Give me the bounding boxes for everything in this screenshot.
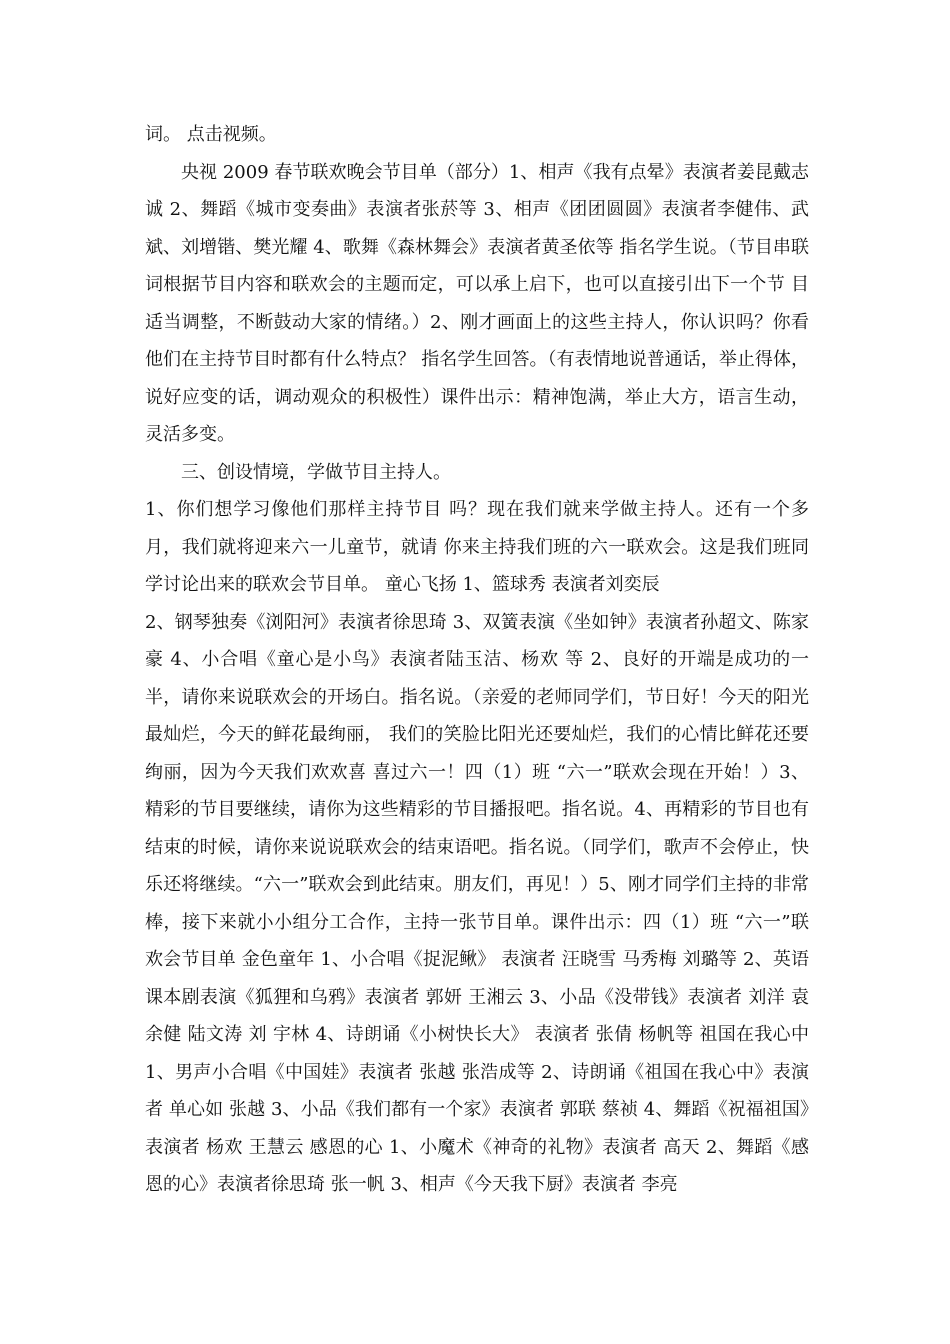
paragraph-3: 1、你们想学习像他们那样主持节目 吗？现在我们就来学做主持人。还有一个多月，我们就将迎来六一儿童节，就请 你来主持我们班的六一联欢会。这是我们班同学讨论出来的联欢会节目单。 童心飞扬 1、篮球秀 表演者刘奕辰 [145,499,809,595]
section-heading: 三、创设情境，学做节目主持人。 [181,461,451,483]
document-body [145,116,809,1204]
paragraph-2: 央视 2009 春节联欢晚会节目单（部分）1、相声《我有点晕》表演者姜昆戴志诚 2、舞蹈《城市变奏曲》表演者张菸等 3、相声《团团圆圆》表演者李健伟、武斌、刘增锴、樊光耀 4、歌舞《森林舞会》表演者黄圣依等 指名学生说。（节目串联词根据节目内容和联欢会的主题而定，可以承上启下，也可以直接引出下一个节 目适当调整，不断鼓动大家的情绪。）2、刚才画面上的这些主持人，你认识吗？你看他们在主持节目时都有什么特点？ 指名学生回答。（有表情地说普通话，举止得体，说好应变的话，调动观众的积极性）课件出示：精神饱满，举止大方，语言生动，灵活多变。 [145,161,809,445]
paragraph-1: 词。 点击视频。 [145,124,277,145]
paragraph-4: 2、钢琴独奏《浏阳河》表演者徐思琦 3、双簧表演《坐如钟》表演者孙超文、陈家豪 4、小合唱《童心是小鸟》表演者陆玉洁、杨欢 等 2、良好的开端是成功的一半，请你来说联欢会的开场白。指名说。（亲爱的老师同学们，节日好！今天的阳光最灿烂，今天的鲜花最绚丽， 我们的笑脸比阳光还要灿烂，我们的心情比鲜花还要绚丽，因为今天我们欢欢喜 喜过六一！四（1）班 “六一”联欢会现在开始！）3、精彩的节目要继续，请你为这些精彩的节目播报吧。指名说。4、再精彩的节目也有结束的时候，请你来说说联欢会的结束语吧。指名说。（同学们，歌声不会停止，快乐还将继续。“六一”联欢会到此结束。朋友们，再见！）5、刚才同学们主持的非常棒，接下来就小小组分工合作，主持一张节目单。课件出示：四（1）班 “六一”联欢会节目单 金色童年 1、小合唱《捉泥鳅》 表演者 汪晓雪 马秀梅 刘璐等 2、英语课本剧表演《狐狸和乌鸦》表演者 郭妍 王湘云 3、小品《没带钱》表演者 刘洋 袁余健 陆文涛 刘 宇林 4、诗朗诵《小树快长大》 表演者 张倩 杨帆等 祖国在我心中 1、男声小合唱《中国娃》表演者 张越 张浩成等 2、诗朗诵《祖国在我心中》表演者 单心如 张越 3、小品《我们都有一个家》表演者 郭联 蔡祯 4、舞蹈《祝福祖国》表演者 杨欢 王慧云 感恩的心 1、小魔术《神奇的礼物》表演者 高天 2、舞蹈《感恩的心》表演者徐思琦 张一帆 3、相声《今天我下厨》表演者 李亮 [145,611,809,1195]
